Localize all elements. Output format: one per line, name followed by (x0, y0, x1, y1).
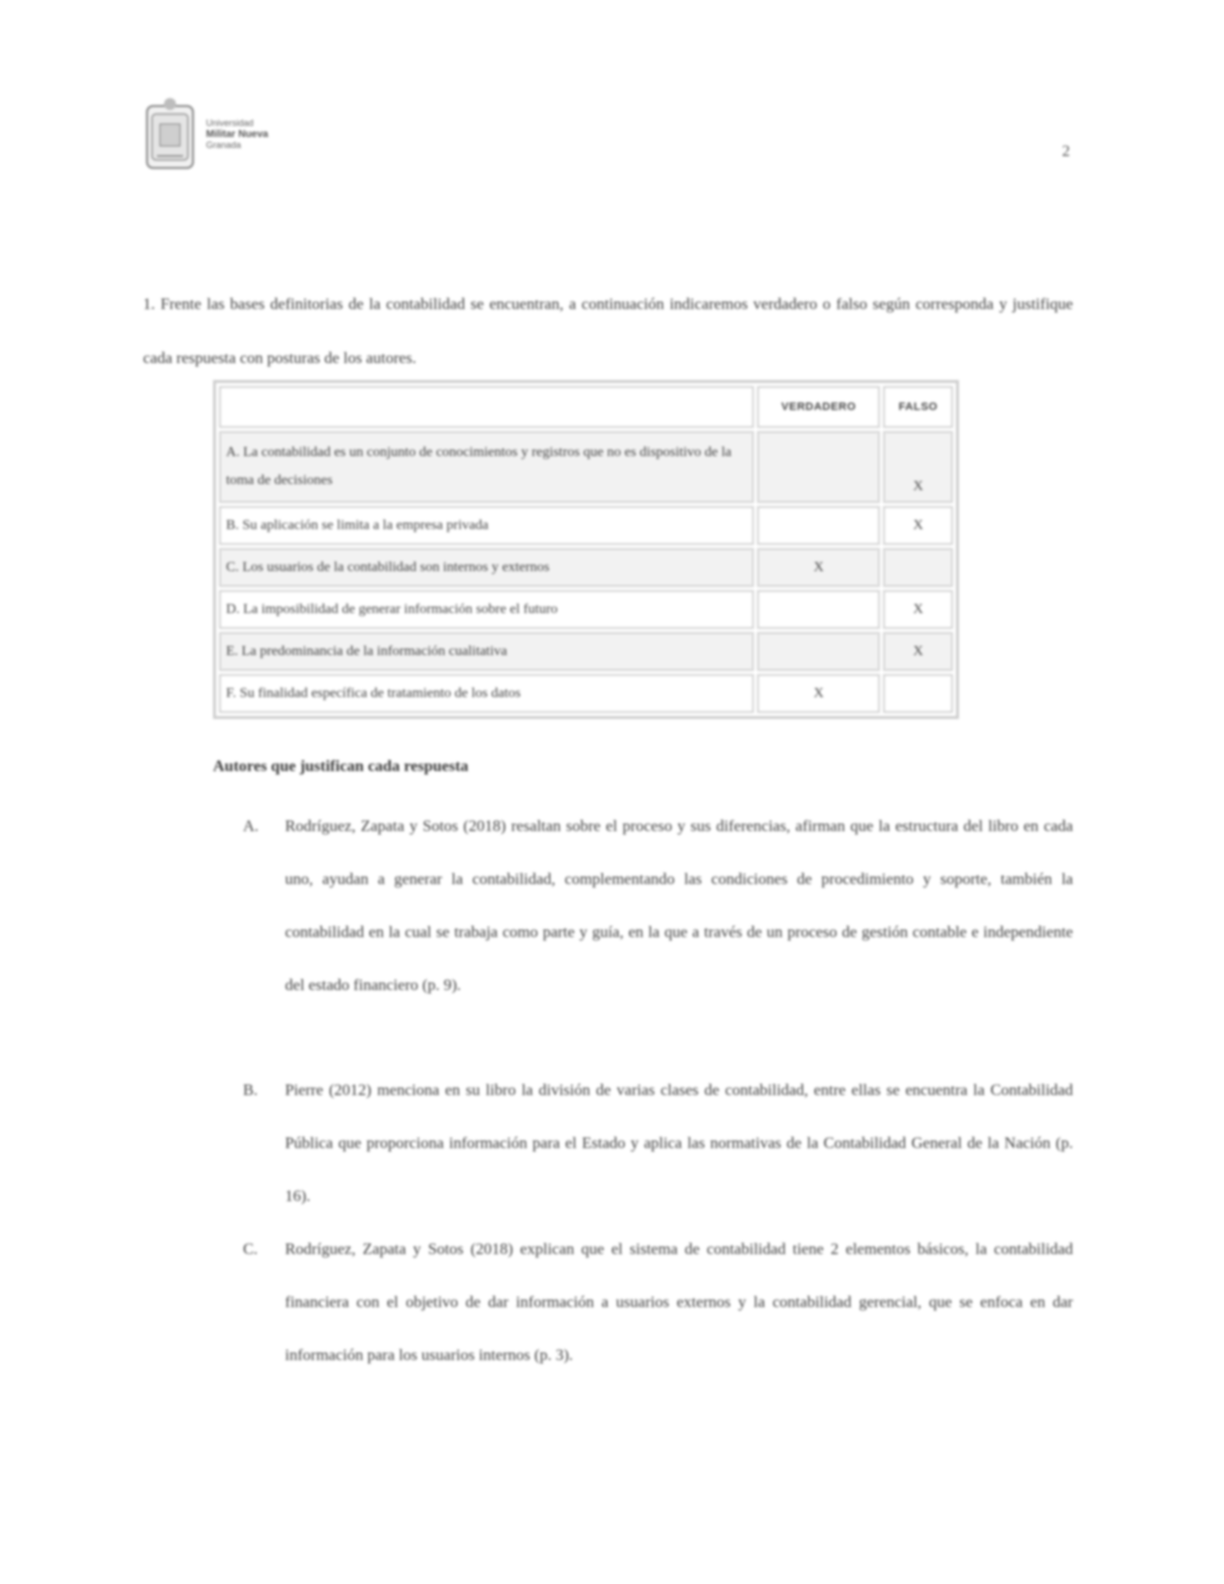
true-false-table (213, 380, 959, 719)
false-mark-cell (883, 674, 953, 713)
item-text: Pierre (2012) menciona en su libro la división de varias clases de contabilidad, entre ellas se encuentra la Contabilidad Pública que proporciona información para el Estado y aplica las normativas de la Contabilidad General de la Nación (p. 16). (285, 1082, 1073, 1205)
table-row (219, 674, 953, 713)
true-mark-cell: X (757, 548, 880, 587)
statement-cell: F. Su finalidad específica de tratamiento de los datos (219, 674, 754, 713)
item-letter: A. (243, 818, 259, 835)
justification-heading: Autores que justifican cada respuesta (213, 758, 469, 775)
true-mark-cell (757, 506, 880, 545)
item-text: Rodríguez, Zapata y Sotos (2018) explican que el sistema de contabilidad tiene 2 elementos básicos, la contabilidad financiera con el objetivo de dar información a usuarios externos y la contabilidad gerencial, que se enfoca en dar información para los usuarios internos (p. 3). (285, 1241, 1073, 1364)
false-mark-cell (883, 548, 953, 587)
university-seal-icon (143, 96, 197, 174)
item-letter: B. (243, 1082, 258, 1099)
false-mark-cell: X (883, 590, 953, 629)
true-mark-cell (757, 632, 880, 671)
university-logo (143, 96, 318, 176)
false-mark-cell: X (883, 506, 953, 545)
statement-cell: C. Los usuarios de la contabilidad son internos y externos (219, 548, 754, 587)
table-row (219, 506, 953, 545)
header-true-cell (757, 386, 880, 428)
page-number: 2 (1062, 143, 1070, 160)
header-false-cell (883, 386, 953, 428)
table-row (219, 548, 953, 587)
false-mark-cell: X (883, 632, 953, 671)
statement-cell: A. La contabilidad es un conjunto de conocimientos y registros que no es dispositivo de la toma de decisiones (219, 431, 754, 503)
item-text: Rodríguez, Zapata y Sotos (2018) resaltan sobre el proceso y sus diferencias, afirman que la estructura del libro en cada uno, ayudan a generar la contabilidad, complementando las condiciones de procedimiento y soporte, también la contabilidad en la cual se trabaja como parte y guía, en la que a través de un proceso de gestión contable e independiente del estado financiero (p. 9). (285, 818, 1073, 994)
institution-line: Universidad (206, 118, 254, 128)
statement-cell: E. La predominancia de la información cualitativa (219, 632, 754, 671)
true-mark-cell: X (757, 674, 880, 713)
statement-cell: B. Su aplicación se limita a la empresa privada (219, 506, 754, 545)
institution-name (206, 118, 321, 151)
table-row (219, 431, 953, 503)
item-letter: C. (243, 1241, 258, 1258)
table-header-row (219, 386, 953, 428)
header-true-label: VERDADERO (781, 401, 857, 413)
table-row (219, 590, 953, 629)
false-mark-cell: X (883, 431, 953, 503)
header-empty-cell (219, 386, 754, 428)
true-mark-cell (757, 590, 880, 629)
statement-cell: D. La imposibilidad de generar información sobre el futuro (219, 590, 754, 629)
table-row (219, 632, 953, 671)
institution-line: Granada (206, 140, 242, 150)
true-mark-cell (757, 431, 880, 503)
header-false-label: FALSO (898, 401, 938, 413)
institution-line: Militar Nueva (206, 129, 269, 140)
question-intro: 1. Frente las bases definitorias de la contabilidad se encuentran, a continuación indicaremos verdadero o falso según corresponda y justifique cada respuesta con posturas de los autores. (143, 296, 1073, 367)
